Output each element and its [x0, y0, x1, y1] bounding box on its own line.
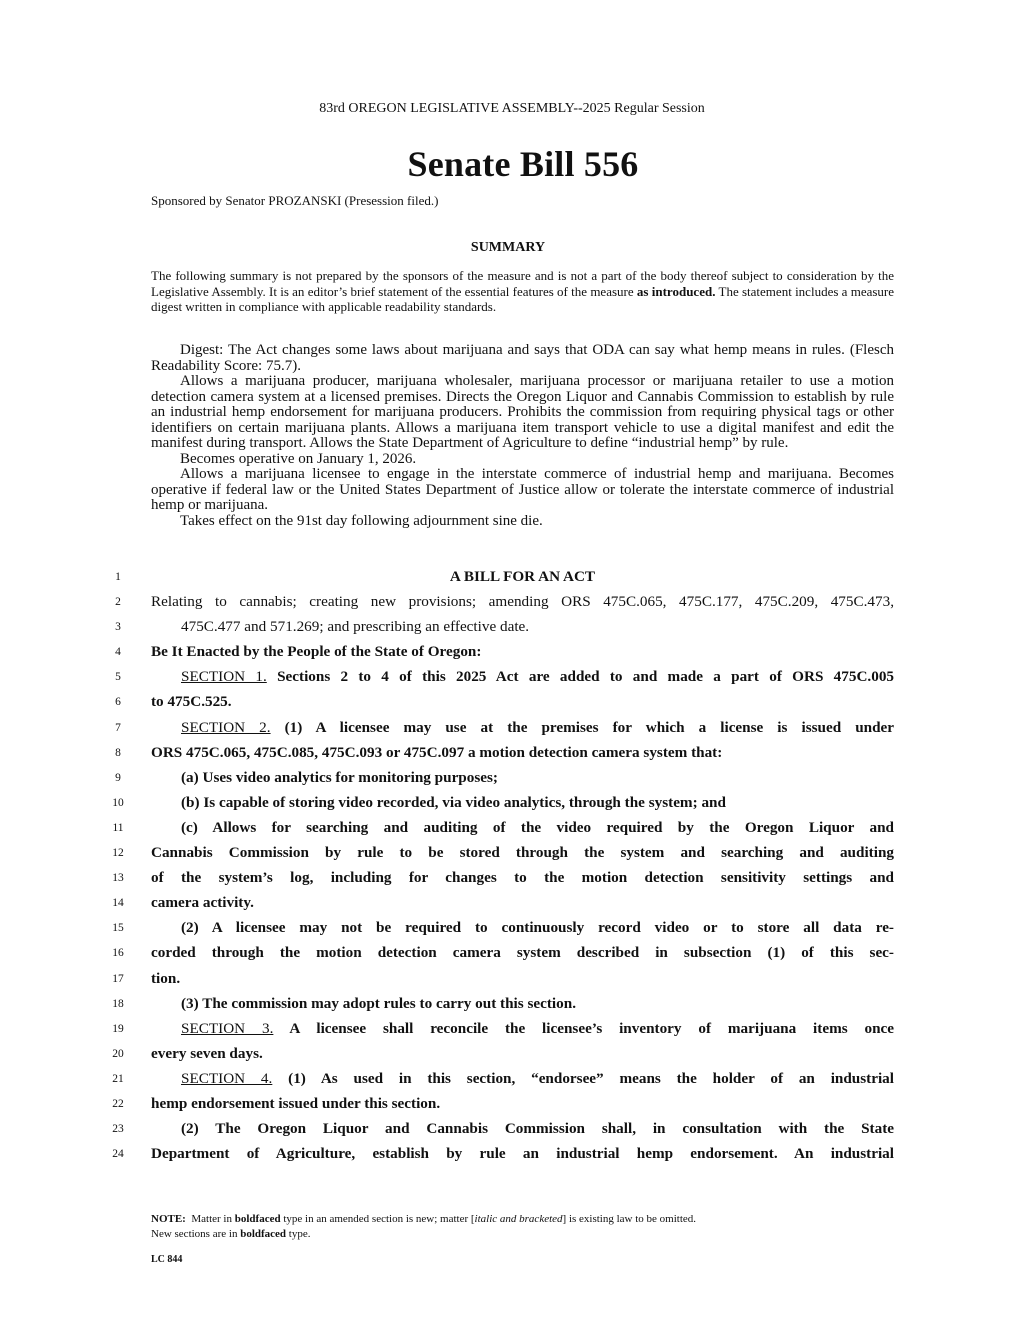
bill-line: [0, 915, 1024, 940]
line-number: 4: [115, 646, 121, 659]
bill-line-text: corded through the motion detection camera system described in subsection (1) of this sec-: [151, 944, 894, 962]
line-number: 5: [115, 671, 121, 684]
summary-intro: [151, 268, 894, 315]
line-number: 15: [112, 922, 124, 935]
bill-line: [0, 614, 1024, 639]
note-label: NOTE:: [151, 1213, 186, 1225]
line-number: 20: [112, 1047, 124, 1060]
bill-line: [0, 1116, 1024, 1141]
bill-line: [0, 840, 1024, 865]
bill-line-text: (c) Allows for searching and auditing of the video required by the Oregon Liquor and: [181, 818, 894, 836]
note-text: type.: [288, 1228, 311, 1240]
bill-line: [0, 740, 1024, 765]
lc-number: LC 844: [151, 1254, 183, 1265]
bill-line-text: tion.: [151, 969, 181, 987]
line-number: 24: [112, 1148, 124, 1161]
bill-line: [0, 1041, 1024, 1066]
line-number: 8: [115, 746, 121, 759]
line-number: 11: [112, 821, 124, 834]
section-1-body: Sections 2 to 4 of this 2025 Act are added to and made a part of ORS 475C.005: [277, 668, 895, 686]
footer-note: [151, 1212, 891, 1242]
section-3-text: [151, 1016, 894, 1041]
line-number: 17: [112, 972, 124, 985]
digest: [151, 343, 894, 529]
bill-line-text: (2) The Oregon Liquor and Cannabis Commission shall, in consultation with the State: [181, 1120, 894, 1138]
bill-line-text: Department of Agriculture, establish by rule an industrial hemp endorsement. An industrial: [151, 1145, 894, 1163]
section-2-text: [151, 715, 894, 740]
relating-clause: Relating to cannabis; creating new provisions; amending ORS 475C.065, 475C.177, 475C.209, 475C.473,: [151, 593, 894, 611]
section-4-body: (1) As used in this section, “endorsee” means the holder of an industrial: [288, 1069, 894, 1087]
summary-intro-text-2: The statement includes a measure digest written in compliance with applicable readability standards.: [151, 283, 895, 314]
sponsor-line: Sponsored by Senator PROZANSKI (Presession filed.): [151, 193, 439, 208]
bill-line-text: (2) A licensee may not be required to continuously record video or to store all data re-: [181, 919, 894, 937]
note-bold: boldfaced: [234, 1213, 281, 1225]
bill-line: [0, 765, 1024, 790]
bill-line-text: (a) Uses video analytics for monitoring purposes;: [181, 768, 498, 786]
line-number: 10: [112, 796, 124, 809]
bill-title: Senate Bill 556: [407, 144, 639, 184]
bill-line-text: ORS 475C.065, 475C.085, 475C.093 or 475C.097 a motion detection camera system that:: [151, 743, 723, 761]
line-number: 9: [115, 771, 121, 784]
summary-intro-text: The following summary is not prepared by the sponsors of the measure and is not a part of the body thereof subject to consideration by the Legislative Assembly. It is an editor’s brief statement of the essential features of the measure: [151, 268, 894, 299]
bill-line: [0, 1016, 1024, 1041]
relating-clause-cont: 475C.477 and 571.269; and prescribing an effective date.: [181, 618, 530, 636]
summary-intro-bold: as introduced.: [636, 283, 716, 299]
digest-paragraph: Allows a marijuana licensee to engage in the interstate commerce of industrial hemp and marijuana. Becomes operative if federal law or the United States Department of Justice allow or tolerate the interstate commerce of industrial hemp or marijuana.: [151, 466, 894, 513]
bill-line: [0, 1141, 1024, 1166]
assembly-header: 83rd OREGON LEGISLATIVE ASSEMBLY--2025 Regular Session: [319, 101, 705, 116]
digest-paragraph: Allows a marijuana producer, marijuana wholesaler, marijuana processor or marijuana retailer to use a motion detection camera system at a licensed premises. Directs the Oregon Liquor and Cannabis Commission to establish by rule an industrial hemp endorsement for marijuana producers. Prohibits the commission from requiring physical tags or other identifiers on certain marijuana plants. Allows a marijuana item transport vehicle to use a digital manifest and edit the manifest during transport. Allows the State Department of Agriculture to define “industrial hemp” by rule.: [151, 373, 894, 451]
line-number: 6: [115, 696, 121, 709]
bill-line: [0, 639, 1024, 664]
note-italic: italic and bracketed: [474, 1213, 563, 1225]
bill-line: [0, 1066, 1024, 1091]
enacting-clause: Be It Enacted by the People of the State of Oregon:: [151, 643, 482, 661]
line-number: 16: [112, 947, 124, 960]
section-2-body: (1) A licensee may use at the premises for which a license is issued under: [284, 718, 895, 736]
bill-line: [0, 715, 1024, 740]
bill-line: [0, 1091, 1024, 1116]
bill-line: [0, 865, 1024, 890]
line-number: 13: [112, 872, 124, 885]
line-number: 23: [112, 1123, 124, 1136]
note-text: New sections are in: [151, 1228, 238, 1240]
bill-line: [0, 689, 1024, 714]
bill-line: [0, 940, 1024, 965]
bill-act-heading: A BILL FOR AN ACT: [449, 568, 596, 585]
digest-paragraph: Becomes operative on January 1, 2026.: [180, 450, 417, 467]
note-text: Matter in: [191, 1213, 232, 1225]
bill-line-text: to 475C.525.: [151, 693, 232, 711]
note-text: ] is existing law to be omitted.: [562, 1213, 697, 1225]
line-number: 22: [112, 1097, 124, 1110]
bill-line: [0, 890, 1024, 915]
note-bold: boldfaced: [240, 1228, 287, 1240]
bill-line-text: (b) Is capable of storing video recorded, via video analytics, through the system; and: [181, 793, 726, 811]
bill-line-text: every seven days.: [151, 1044, 263, 1062]
bill-line-text: camera activity.: [151, 894, 254, 912]
section-4-text: [151, 1066, 894, 1091]
line-number: 7: [115, 721, 121, 734]
line-number: 19: [112, 1022, 124, 1035]
bill-line: [0, 790, 1024, 815]
digest-paragraph: Takes effect on the 91st day following adjournment sine die.: [180, 512, 543, 529]
bill-line: [0, 991, 1024, 1016]
section-2-label: SECTION 2.: [181, 718, 271, 736]
line-number: 3: [115, 621, 121, 634]
line-number: 2: [115, 596, 121, 609]
note-text: type in an amended section is new; matter [: [283, 1213, 475, 1225]
bill-line: [0, 589, 1024, 614]
bill-line: [0, 664, 1024, 689]
section-4-label: SECTION 4.: [181, 1069, 273, 1087]
line-number: 18: [112, 997, 124, 1010]
line-number: 1: [115, 571, 121, 583]
bill-line: [0, 564, 1024, 589]
bill-text: [0, 564, 1024, 1166]
summary-heading: SUMMARY: [470, 240, 546, 255]
section-1-label: SECTION 1.: [181, 668, 267, 686]
bill-line-text: hemp endorsement issued under this section.: [151, 1094, 441, 1112]
section-3-label: SECTION 3.: [181, 1019, 274, 1037]
line-number: 14: [112, 897, 124, 910]
bill-line-text: (3) The commission may adopt rules to carry out this section.: [181, 994, 576, 1012]
line-number: 12: [112, 847, 124, 860]
bill-line: [0, 815, 1024, 840]
section-3-body: A licensee shall reconcile the licensee’s inventory of marijuana items once: [289, 1019, 894, 1037]
digest-paragraph: Digest: The Act changes some laws about marijuana and says that ODA can say what hemp means in rules. (Flesch Readability Score: 75.7).: [151, 342, 894, 374]
bill-line-text: of the system’s log, including for changes to the motion detection sensitivity settings and: [151, 869, 894, 887]
bill-line: [0, 966, 1024, 991]
section-1-text: [151, 664, 894, 689]
line-number: 21: [112, 1072, 124, 1085]
bill-line-text: Cannabis Commission by rule to be stored through the system and searching and auditing: [151, 844, 894, 862]
